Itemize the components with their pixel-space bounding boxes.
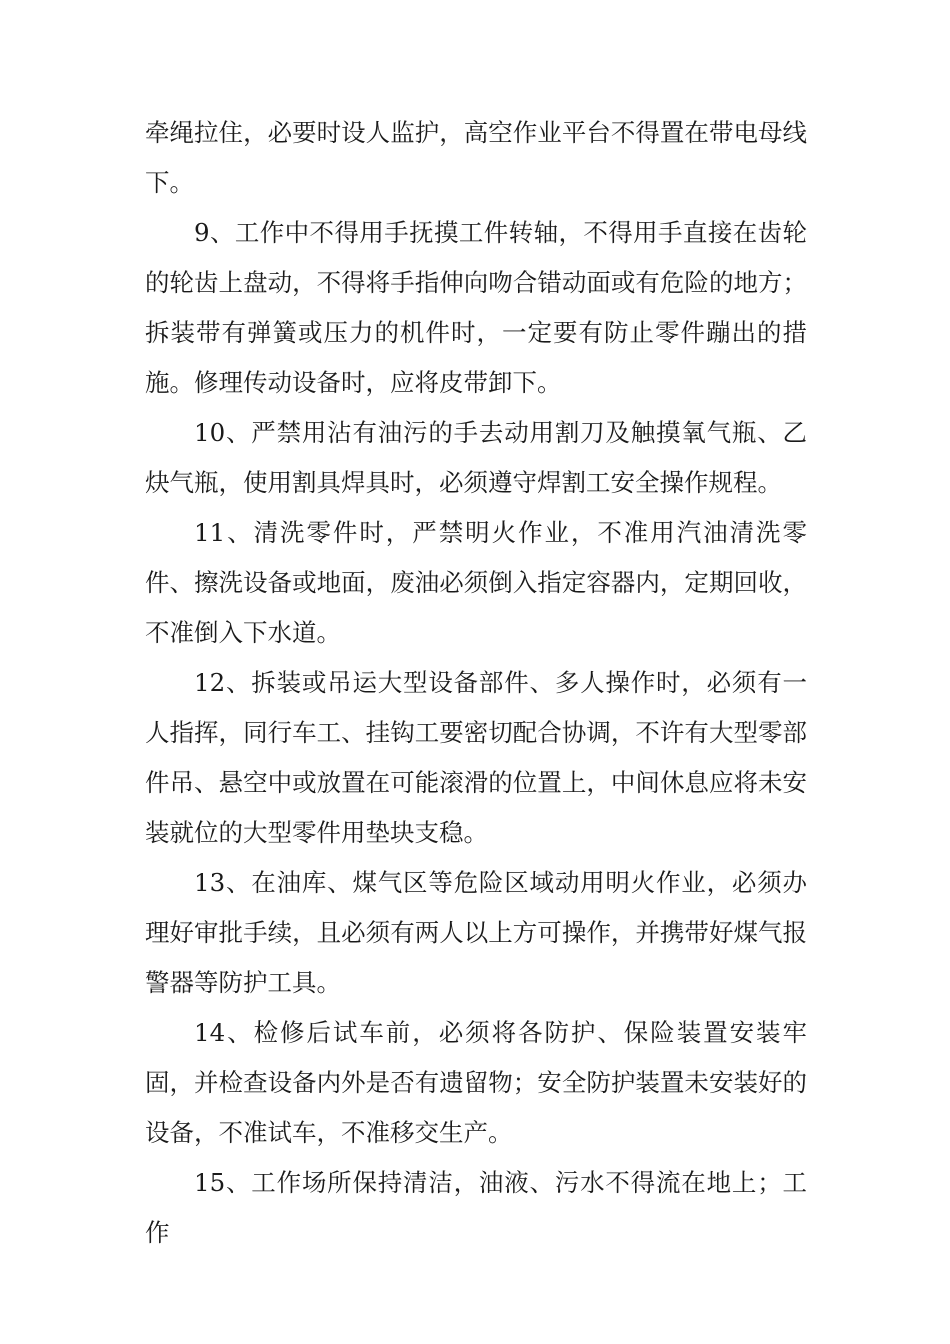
paragraph-item-15: 15、工作场所保持清洁，油液、污水不得流在地上；工作	[145, 1168, 807, 1247]
paragraph-item-11: 11、清洗零件时，严禁明火作业，不准用汽油清洗零件、擦洗设备或地面，废油必须倒入指定容器内，定期回收，不准倒入下水道。	[145, 518, 807, 647]
paragraph-item-12: 12、拆装或吊运大型设备部件、多人操作时，必须有一人指挥，同行车工、挂钩工要密切配合协调，不许有大型零部件吊、悬空中或放置在可能滚滑的位置上，中间休息应将未安装就位的大型零件用垫块支稳。	[145, 668, 807, 847]
paragraph-continuation: 牵绳拉住，必要时设人监护，高空作业平台不得置在带电母线下。	[145, 118, 807, 197]
paragraph-item-14: 14、检修后试车前，必须将各防护、保险装置安装牢固，并检查设备内外是否有遗留物；安全防护装置未安装好的设备，不准试车，不准移交生产。	[145, 1018, 807, 1147]
paragraph-item-13: 13、在油库、煤气区等危险区域动用明火作业，必须办理好审批手续，且必须有两人以上方可操作，并携带好煤气报警器等防护工具。	[145, 868, 807, 997]
document-page	[145, 108, 807, 1258]
paragraph-item-10: 10、严禁用沾有油污的手去动用割刀及触摸氧气瓶、乙炔气瓶，使用割具焊具时，必须遵守焊割工安全操作规程。	[145, 418, 807, 497]
paragraph-item-9: 9、工作中不得用手抚摸工件转轴，不得用手直接在齿轮的轮齿上盘动，不得将手指伸向吻合错动面或有危险的地方；拆装带有弹簧或压力的机件时，一定要有防止零件蹦出的措施。修理传动设备时，应将皮带卸下。	[145, 218, 807, 397]
